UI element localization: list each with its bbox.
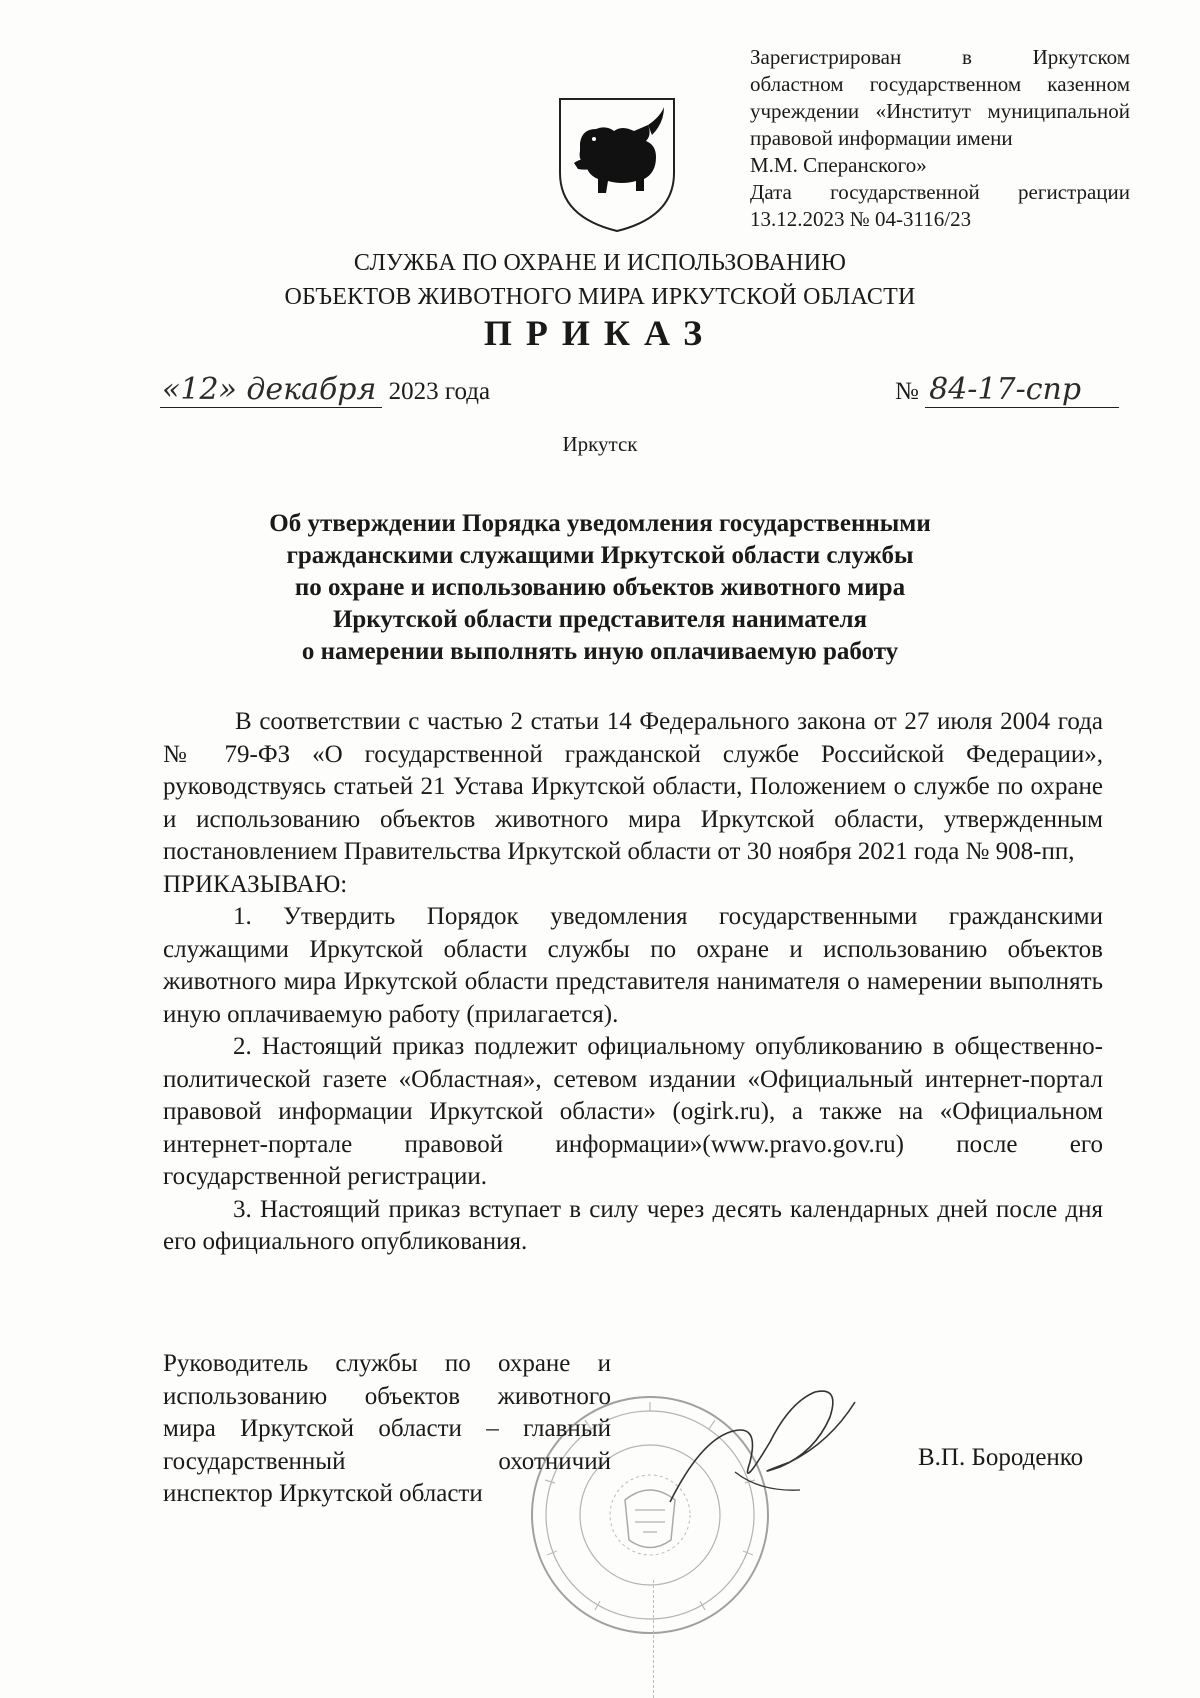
order-number <box>895 372 1119 408</box>
order-date <box>160 372 490 408</box>
signer-name: В.П. Бороденко <box>918 1444 1084 1471</box>
subject-line: гражданскими служащими Иркутской области службы <box>286 542 914 569</box>
agency-line: ОБЪЕКТОВ ЖИВОТНОГО МИРА ИРКУТСКОЙ ОБЛАСТИ <box>284 284 916 310</box>
order-item: 2. Настоящий приказ подлежит официальному опубликованию в общественно-политической газете «Областная», сетевом издании «Официальный интернет-портал правовой информации Иркутской области» (ogirk.ru), а также на «Официальном интернет-портале правовой информации»(www.pravo.gov.ru) после его государственной регистрации. <box>163 1033 1103 1190</box>
position-line: Руководитель службы по охране и <box>163 1350 611 1377</box>
order-body <box>163 706 1103 1259</box>
registration-line: правовой информации имени <box>750 126 1013 150</box>
handwritten-number: 84-17-спр <box>925 372 1119 408</box>
order-item: 1. Утвердить Порядок уведомления государственными гражданскими служащими Иркутской области службы по охране и использованию объектов животного мира Иркутской области представителя нанимателя о намерении выполнять иную оплачиваемую работу (прилагается). <box>163 903 1103 1028</box>
position-line: использованию объектов животного <box>163 1382 611 1410</box>
subject-line: по охране и использованию объектов животного мира <box>294 574 906 601</box>
registration-line: учреждении «Институт муниципальной <box>750 99 1130 123</box>
scan-fold-line <box>653 1580 655 1698</box>
position-line: инспектор Иркутской области <box>163 1480 483 1507</box>
position-line: государственный охотничий <box>163 1447 611 1475</box>
registration-date-number: 13.12.2023 № 04-3116/23 <box>750 207 972 231</box>
order-word: ПРИКАЗЫВАЮ: <box>163 870 348 898</box>
preamble-paragraph: В соответствии с частью 2 статьи 14 Федерального закона от 27 июля 2004 года № 79-ФЗ «О государственной гражданской службе Российской Федерации», руководствуясь статьей 21 Устава Иркутской области, Положением о службе по охране и использованию объектов животного мира Иркутской области, утвержденным постановлением Правительства Иркутской области от 30 ноября 2021 года № 908-пп, <box>163 708 1103 865</box>
agency-line: СЛУЖБА ПО ОХРАНЕ И ИСПОЛЬЗОВАНИЮ <box>353 250 847 276</box>
order-item: 3. Настоящий приказ вступает в силу через десять календарных дней после дня его официального опубликования. <box>163 1195 1103 1255</box>
number-sign: № <box>895 378 919 405</box>
subject-line: Иркутской области представителя нанимателя <box>332 606 868 633</box>
handwritten-signature <box>640 1372 870 1532</box>
subject-line: о намерении выполнять иную оплачиваемую работу <box>301 638 899 665</box>
handwritten-date: «12» декабря <box>160 372 382 408</box>
agency-header <box>0 246 1200 314</box>
document-type-title: ПРИКАЗ <box>483 313 717 353</box>
order-subject <box>200 508 1000 668</box>
registration-line: М.М. Сперанского» <box>750 153 927 177</box>
city-name: Иркутск <box>562 432 638 456</box>
signer-position <box>163 1348 611 1511</box>
registration-line: Зарегистрирован в Иркутском <box>750 45 1130 69</box>
registration-line: Дата государственной регистрации <box>750 180 1130 204</box>
registration-note <box>750 44 1130 233</box>
position-line: мира Иркутской области – главный <box>163 1415 611 1442</box>
order-year: 2023 года <box>388 378 491 405</box>
subject-line: Об утверждении Порядка уведомления государственными <box>269 510 931 537</box>
irkutsk-coat-of-arms-icon <box>552 95 682 235</box>
registration-line: областном государственном казенном <box>750 72 1130 96</box>
